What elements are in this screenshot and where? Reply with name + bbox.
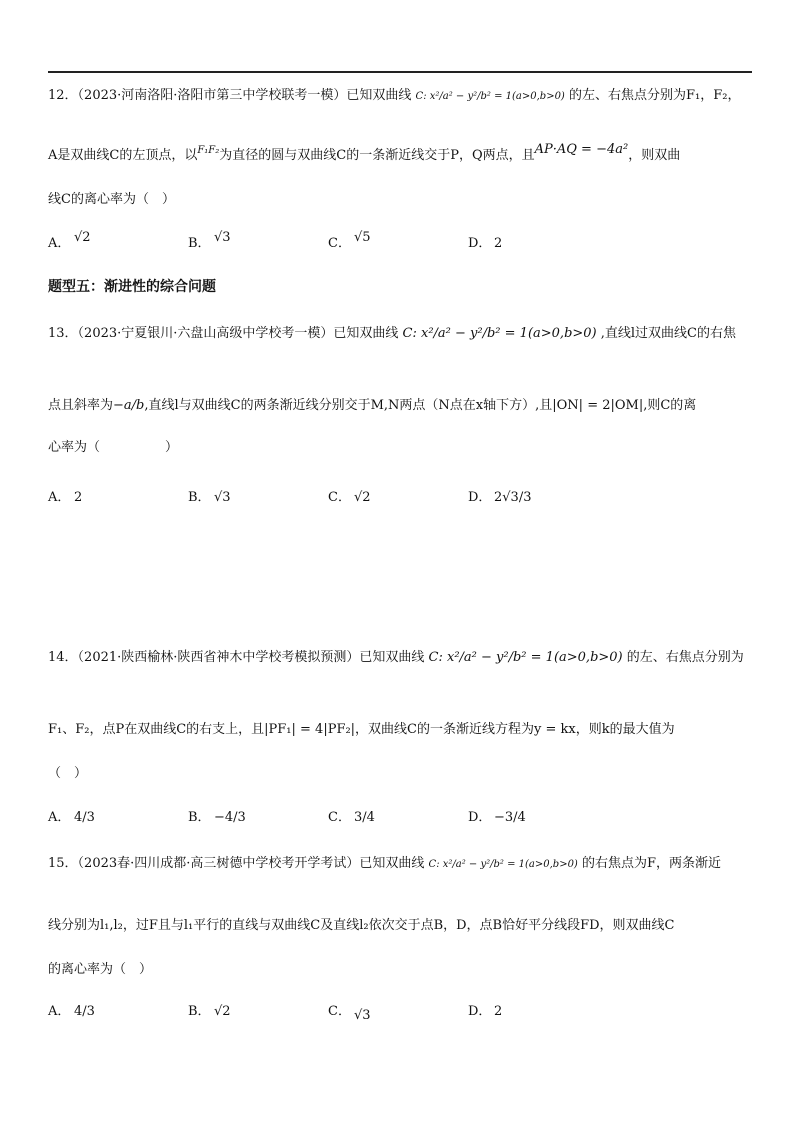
q14-choices: [48, 806, 752, 832]
q13-text-b: ,直线l与双曲线C的两条渐近线分别交于M,N两点（N点在x轴下方）,且|ON| = 2|OM|,则C的离: [144, 398, 697, 413]
q12-line1: [48, 88, 740, 105]
q15-suffix: 的右焦点为F，两条渐近: [581, 856, 722, 871]
q15-line3: 的离心率为（ ）: [48, 962, 153, 977]
q14-choice-d[interactable]: D． −3/4: [468, 810, 526, 825]
q15-prefix: 15．（2023春·四川成都·高三树德中学校考开学考试）已知双曲线: [48, 856, 425, 871]
q15-choice-d[interactable]: D． 2: [468, 1004, 503, 1019]
q13-prefix: 13．（2023·宁夏银川·六盘山高级中学校考一模）已知双曲线: [48, 326, 399, 341]
q12-dot-product: AP·AQ = −4a²: [534, 142, 629, 157]
q14-formula: C: x²/a² − y²/b² = 1(a>0,b>0): [428, 650, 623, 665]
q15-choice-c[interactable]: C． √3: [328, 1004, 371, 1023]
q14-choice-b[interactable]: B． −4/3: [188, 810, 246, 825]
q12-choice-a[interactable]: A． √2: [48, 230, 91, 251]
q12-f1f2: F₁F₂: [197, 145, 220, 156]
q15-line1: [48, 856, 721, 873]
choice-value: √3: [214, 490, 231, 505]
q13-formula: C: x²/a² − y²/b² = 1(a>0,b>0): [402, 326, 597, 341]
q15-formula: C: x²/a² − y²/b² = 1(a>0,b>0): [428, 859, 578, 870]
q12-choices: [48, 232, 752, 258]
q14-line2: F₁、F₂，点P在双曲线C的右支上，且|PF₁| = 4|PF₂|，双曲线C的一条渐近线方程为y = kx，则k的最大值为: [48, 722, 675, 737]
section-title: 题型五：渐进性的综合问题: [48, 279, 216, 295]
q13-line1: [48, 326, 736, 342]
choice-value: 2: [494, 1004, 503, 1019]
choice-value: √5: [354, 230, 371, 245]
q15-choices: [48, 1000, 752, 1026]
q12-line2: [48, 142, 681, 165]
q13-choice-b[interactable]: B． √3: [188, 490, 231, 505]
q13-suffix: ,直线l过双曲线C的右焦: [600, 326, 737, 341]
choice-value: √2: [214, 1004, 231, 1019]
q14-suffix: 的左、右焦点分别为: [626, 650, 744, 665]
q12-choice-d[interactable]: D． 2: [468, 236, 503, 251]
choice-value: −4/3: [214, 810, 246, 825]
q14-prefix: 14．（2021·陕西榆林·陕西省神木中学校考模拟预测）已知双曲线: [48, 650, 425, 665]
q13-choice-c[interactable]: C． √2: [328, 490, 371, 505]
q12-text-c: ，则双曲: [628, 148, 681, 163]
q12-line3: 线C的离心率为（ ）: [48, 192, 175, 207]
q15-choice-a[interactable]: A． 4/3: [48, 1004, 95, 1019]
q13-slope: −a/b: [113, 398, 145, 413]
choice-value: 2√3/3: [494, 490, 532, 505]
choice-value: 4/3: [74, 810, 95, 825]
q13-choice-a[interactable]: A． 2: [48, 490, 83, 505]
q12-prefix: 12．（2023·河南洛阳·洛阳市第三中学校联考一模）已知双曲线: [48, 88, 412, 103]
choice-value: √3: [354, 1008, 371, 1023]
q14-line1: [48, 650, 744, 666]
q14-choice-a[interactable]: A． 4/3: [48, 810, 95, 825]
q15-choice-b[interactable]: B． √2: [188, 1004, 231, 1019]
choice-value: 4/3: [74, 1004, 95, 1019]
choice-value: 2: [494, 236, 503, 251]
q13-text-a: 点且斜率为: [48, 398, 114, 413]
q12-formula: C: x²/a² − y²/b² = 1(a>0,b>0): [415, 91, 565, 102]
choice-value: 3/4: [354, 810, 375, 825]
q12-text-b: 为直径的圆与双曲线C的一条渐近线交于P，Q两点，且: [219, 148, 535, 163]
choice-value: √2: [354, 490, 371, 505]
q13-line2: [48, 398, 696, 414]
q13-choice-d[interactable]: D． 2√3/3: [468, 490, 532, 505]
q12-choice-c[interactable]: C． √5: [328, 230, 371, 251]
header-rule: [48, 71, 752, 73]
q12-suffix: 的左、右焦点分别为F₁，F₂，: [568, 88, 741, 103]
q12-choice-b[interactable]: B． √3: [188, 230, 231, 251]
q13-line3: 心率为（ ）: [48, 440, 179, 455]
q14-line3: （ ）: [48, 766, 88, 781]
choice-value: √2: [74, 230, 91, 245]
choice-value: √3: [214, 230, 231, 245]
q15-line2: 线分别为l₁,l₂，过F且与l₁平行的直线与双曲线C及直线l₂依次交于点B，D，点B恰好平分线段FD，则双曲线C: [48, 918, 675, 933]
q13-choices: [48, 486, 752, 512]
choice-value: 2: [74, 490, 83, 505]
q12-text-a: A是双曲线C的左顶点，以: [48, 148, 198, 163]
choice-value: −3/4: [494, 810, 526, 825]
q14-choice-c[interactable]: C． 3/4: [328, 810, 375, 825]
